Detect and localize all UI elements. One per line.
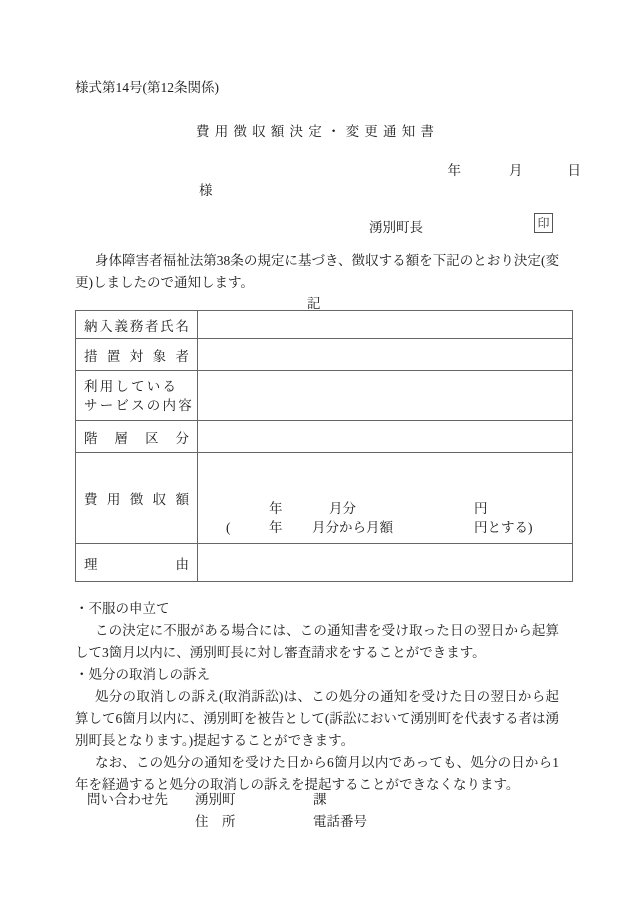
seal-stamp-box: 印 [534,213,553,233]
contact-phone-label: 電話番号 [313,814,367,829]
row-value-payer-name[interactable] [198,311,573,339]
fee-year-label: 年 [269,501,283,516]
row-label-service-content: 利用している サービスの内容 [76,371,198,421]
note-body-additional: なお、この処分の通知を受けた日から6箇月以内であっても、処分の日から1年を経過すると処分の取消しの訴えを提起することができなくなります。 [75,755,559,792]
row-value-service-content[interactable] [198,371,573,421]
table-row [76,421,573,453]
fee-line-monthly [198,518,572,537]
table-row [76,371,573,421]
issuer-name: 湧別町長 [369,220,423,235]
note-body-objection: この決定に不服がある場合には、この通知書を受け取った日の翌日から起算して3箇月以内に、湧別町長に対し審査請求をすることができます。 [75,623,559,660]
body-paragraph: 身体障害者福祉法第38条の規定に基づき、徴収する額を下記のとおり決定(変更)しましたので通知します。 [75,253,559,290]
ki-mark: 記 [307,296,321,311]
page-title: 費用徴収額決定・変更通知書 [196,124,440,139]
date-day-label: 日 [567,163,581,178]
form-number: 様式第14号(第12条関係) [75,80,219,95]
addressee-honorific: 様 [199,183,213,198]
row-label-reason: 理由 [76,544,198,582]
table-row [76,544,573,582]
note-heading-objection: ・不服の申立て [75,601,170,616]
contact-label: 問い合わせ先 [87,792,168,807]
row-value-tier-class[interactable] [198,421,573,453]
fee-paren-open: ( [226,520,231,535]
contact-department-label: 課 [313,792,327,807]
fee-line-current [198,499,572,518]
table-row [76,311,573,339]
fee-monthly-year-label: 年 [269,520,283,535]
note-heading-revocation-suit: ・処分の取消しの訴え [75,667,210,682]
row-label-collection-amount: 費用徴収額 [76,453,198,544]
row-value-measure-target[interactable] [198,339,573,371]
fee-monthly-yen-label: 円とする) [474,520,533,535]
date-year-label: 年 [447,163,461,178]
fee-amount-fields [198,499,572,537]
date-month-label: 月 [509,163,523,178]
fee-decision-table [75,310,573,582]
row-label-measure-target: 措置対象者 [76,339,198,371]
table-row [76,453,573,544]
table-row [76,339,573,371]
row-value-reason[interactable] [198,544,573,582]
date-line [434,143,581,195]
fee-monthly-from-label: 月分から月額 [312,520,393,535]
row-label-tier-class: 階層区分 [76,421,198,453]
contact-address-label: 住 所 [195,814,236,829]
row-value-collection-amount[interactable] [198,453,573,544]
note-body-revocation-suit: 処分の取消しの訴え(取消訴訟)は、この処分の通知を受けた日の翌日から起算して6箇月以内に、湧別町を被告として(訴訟において湧別町を代表する者は湧別町長となります。)提起することができます。 [75,689,559,748]
fee-month-label: 月分 [329,501,356,516]
contact-town: 湧別町 [195,792,236,807]
row-label-payer-name: 納入義務者氏名 [76,311,198,339]
fee-yen-label: 円 [474,501,488,516]
appeal-notes [75,598,559,796]
